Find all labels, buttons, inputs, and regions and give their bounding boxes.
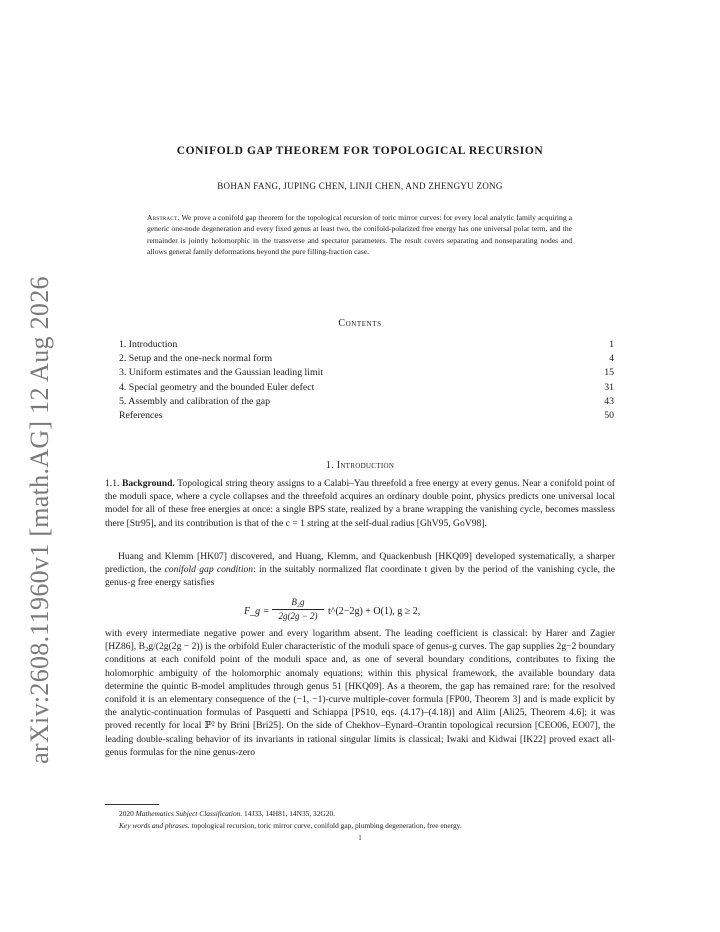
subsection-title: Background. <box>121 478 175 489</box>
paragraph-text: Huang and Klemm [HK07] discovered, and Huang, Klemm, and Quackenbush [HKQ09] developed systematically, a sharper prediction, the <box>105 551 615 576</box>
abstract-text: We prove a conifold gap theorem for the topological recursion of toric mirror curves: for every local analytic family acquiring a generic one-node degeneration and every fixed genus at least two, the conifold-polarized free energy has one universal polar term, and the remainder is jointly holomorphic in the transverse and spectator parameters. The result covers separating and nonseparating nodes and allows general family deformations beyond the pure filling-fraction case. <box>147 213 572 256</box>
fraction-denominator: 2g(2g − 2) <box>278 611 318 621</box>
toc-entry[interactable] <box>119 338 614 352</box>
toc-entry-label: 3. Uniform estimates and the Gaussian leading limit <box>119 367 324 379</box>
display-formula <box>244 597 474 625</box>
toc-entry-label: 1. Introduction <box>119 339 178 350</box>
arxiv-identifier[interactable]: arXiv:2608.11960v1 [math.AG] 12 Aug 2026 <box>25 276 54 764</box>
formula-fraction <box>272 597 324 622</box>
toc-entry[interactable] <box>119 395 614 409</box>
toc-entry[interactable] <box>119 409 614 423</box>
toc-entry-label: 5. Assembly and calibration of the gap <box>119 395 271 407</box>
formula-rest: t^(2−2g) + O(1), g ≥ 2, <box>328 606 421 617</box>
toc-entry-page: 15 <box>604 367 614 379</box>
msc-label: Mathematics Subject Classification. <box>135 809 243 818</box>
formula-lhs: F_g = <box>244 606 270 617</box>
section-heading-text: 1. Introduction <box>325 460 395 471</box>
abstract <box>147 212 572 257</box>
fraction-bar <box>272 609 324 610</box>
toc-entry-label: References <box>119 409 163 421</box>
msc-year: 2020 <box>119 809 134 818</box>
abstract-label: Abstract. <box>147 213 180 222</box>
toc-entry-page: 43 <box>604 395 614 407</box>
toc-entry-page: 4 <box>609 353 614 365</box>
toc-entry[interactable] <box>119 352 614 366</box>
toc-entry[interactable] <box>119 366 614 380</box>
paragraph-text: : in the suitably normalized flat coordinate t given by the period of the vanishing cycle, the genus-g free energy satisfies <box>105 564 615 589</box>
toc-entry-label: 2. Setup and the one-neck normal form <box>119 353 273 365</box>
author-list: BOHAN FANG, JUPING CHEN, LINJI CHEN, AND ZHENGYU ZONG <box>217 181 503 191</box>
page-number: 1 <box>358 834 362 842</box>
table-of-contents <box>119 338 614 423</box>
emphasis-term: conifold gap condition <box>164 564 254 576</box>
msc-codes: 14J33, 14H81, 14N35, 32G20. <box>244 809 335 818</box>
paper-title: CONIFOLD GAP THEOREM FOR TOPOLOGICAL RECURSION <box>176 145 544 157</box>
subsection-number: 1.1. <box>105 478 120 489</box>
footnote-msc <box>119 808 619 819</box>
fraction-numerator: B₂g <box>291 597 305 607</box>
footnote-rule <box>105 804 159 805</box>
section-heading <box>0 460 720 471</box>
paragraph-text: Topological string theory assigns to a Calabi–Yau threefold a free energy at every genus. Near a conifold point of the moduli space, where a cycle collapses and the threefold acquires an ordinary double point, physics predicts one universal local model for all of these free energies at once: a single BPS state, realized by a brane wrapping the vanishing cycle, becomes massless there [Str95], and its contribution is that of the c = 1 string at the self-dual radius [GhV95, GoV98]. <box>105 478 615 529</box>
toc-entry-page: 50 <box>604 409 614 421</box>
toc-entry[interactable] <box>119 381 614 395</box>
toc-entry-page: 31 <box>604 381 614 393</box>
footnote-keywords <box>119 820 619 831</box>
paragraph-gap-condition <box>105 550 615 590</box>
keywords-text: topological recursion, toric mirror curve, conifold gap, plumbing degeneration, free energy. <box>191 821 462 830</box>
keywords-label: Key words and phrases. <box>119 821 190 830</box>
paragraph-background <box>105 477 615 530</box>
toc-entry-page: 1 <box>609 339 614 350</box>
contents-heading: Contents <box>338 318 382 329</box>
toc-entry-label: 4. Special geometry and the bounded Euler defect <box>119 381 315 393</box>
paragraph-history: with every intermediate negative power and every logarithm absent. The leading coefficient is classical: by Harer and Zagier [HZ86], B₂g/(2g(2g − 2)) is the orbifold Euler characteristic of the moduli space of genus-g curves. The gap supplies 2g−2 boundary conditions at each conifold point of the moduli space and, as one of several boundary conditions, contributes to fixing the holomorphic ambiguity of the holomorphic anomaly equations; within this physical framework, the available boundary data determine the quintic B-model amplitudes through genus 51 [HKQ09]. As a theorem, the gap has remained rare: for the resolved conifold it is an elementary consequence of the (−1, −1)-curve multiple-cover formula [FP00, Theorem 3] and is made explicit by the analytic-continuation formulas of Pasquetti and Schiappa [PS10, eqs. (4.17)–(4.18)] and Alim [Ali25, Theorem 4.6]; it was proved recently for local ℙ² by Brini [Bri25]. On the side of Chekhov–Eynard–Orantin topological recursion [CEO06, EO07], the leading double-scaling behavior of its invariants in rational singular limits is classical; Iwaki and Kidwai [IK22] proved exact all-genus formulas for the nine genus-zero <box>105 628 615 758</box>
